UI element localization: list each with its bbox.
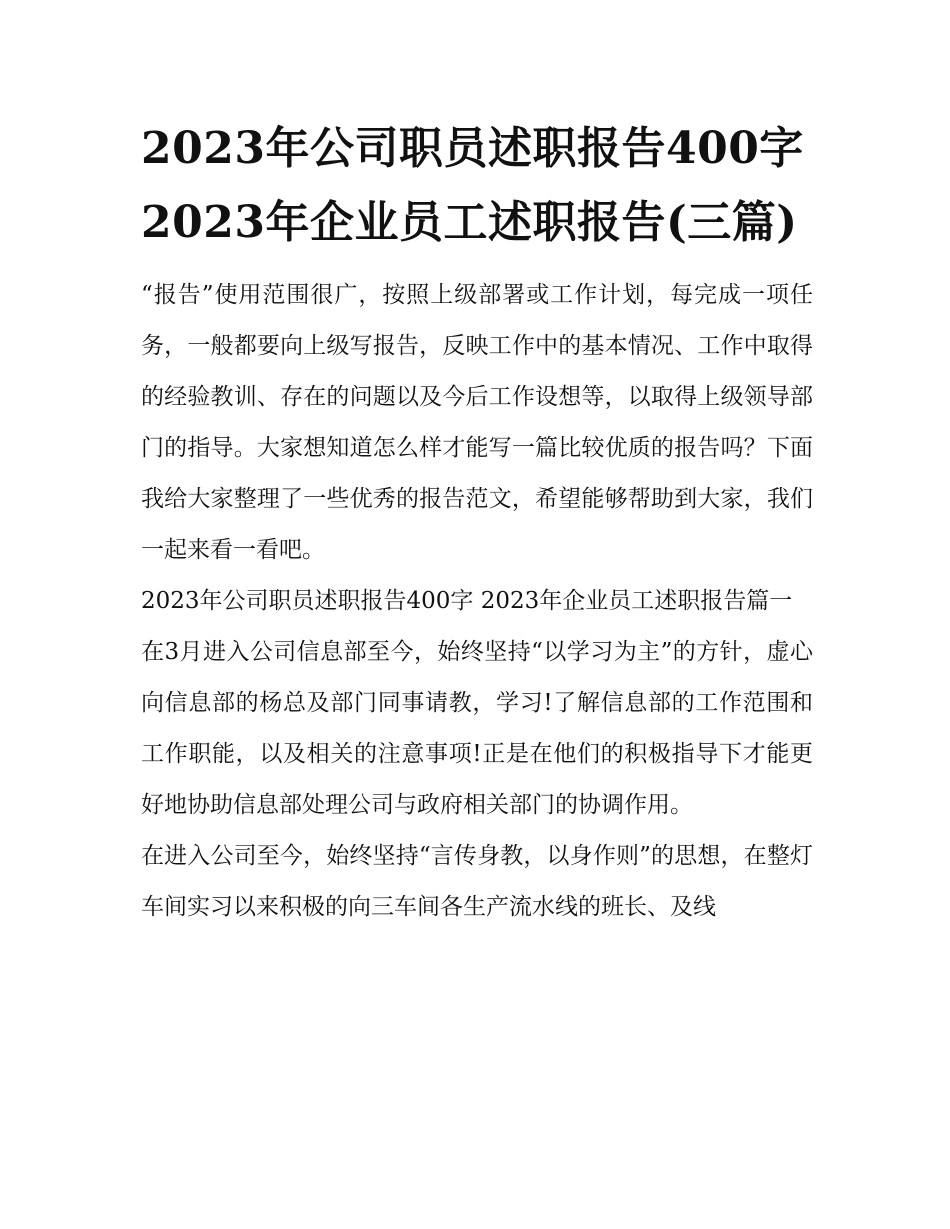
section-heading: 2023年公司职员述职报告400字 2023年企业员工述职报告篇一 <box>141 588 793 614</box>
document-body <box>141 112 813 933</box>
body-paragraph: 在3月进入公司信息部至今，始终坚持“以学习为主”的方针，虚心向信息部的杨总及部门同事请教，学习!了解信息部的工作范围和工作职能，以及相关的注意事项!正是在他们的积极指导下才能更好地协助信息部处理公司与政府相关部门的协调作用。 <box>141 639 813 818</box>
document-title: 2023年公司职员述职报告400字 2023年企业员工述职报告(三篇) <box>141 123 804 248</box>
intro-paragraph: “报告”使用范围很广，按照上级部署或工作计划，每完成一项任务，一般都要向上级写报告，反映工作中的基本情况、工作中取得的经验教训、存在的问题以及今后工作设想等，以取得上级领导部门的指导。大家想知道怎么样才能写一篇比较优质的报告吗？下面我给大家整理了一些优秀的报告范文，希望能够帮助到大家，我们一起来看一看吧。 <box>141 282 813 563</box>
body-paragraph: 在进入公司至今，始终坚持“言传身教，以身作则”的思想，在整灯车间实习以来积极的向三车间各生产流水线的班长、及线 <box>141 843 813 920</box>
